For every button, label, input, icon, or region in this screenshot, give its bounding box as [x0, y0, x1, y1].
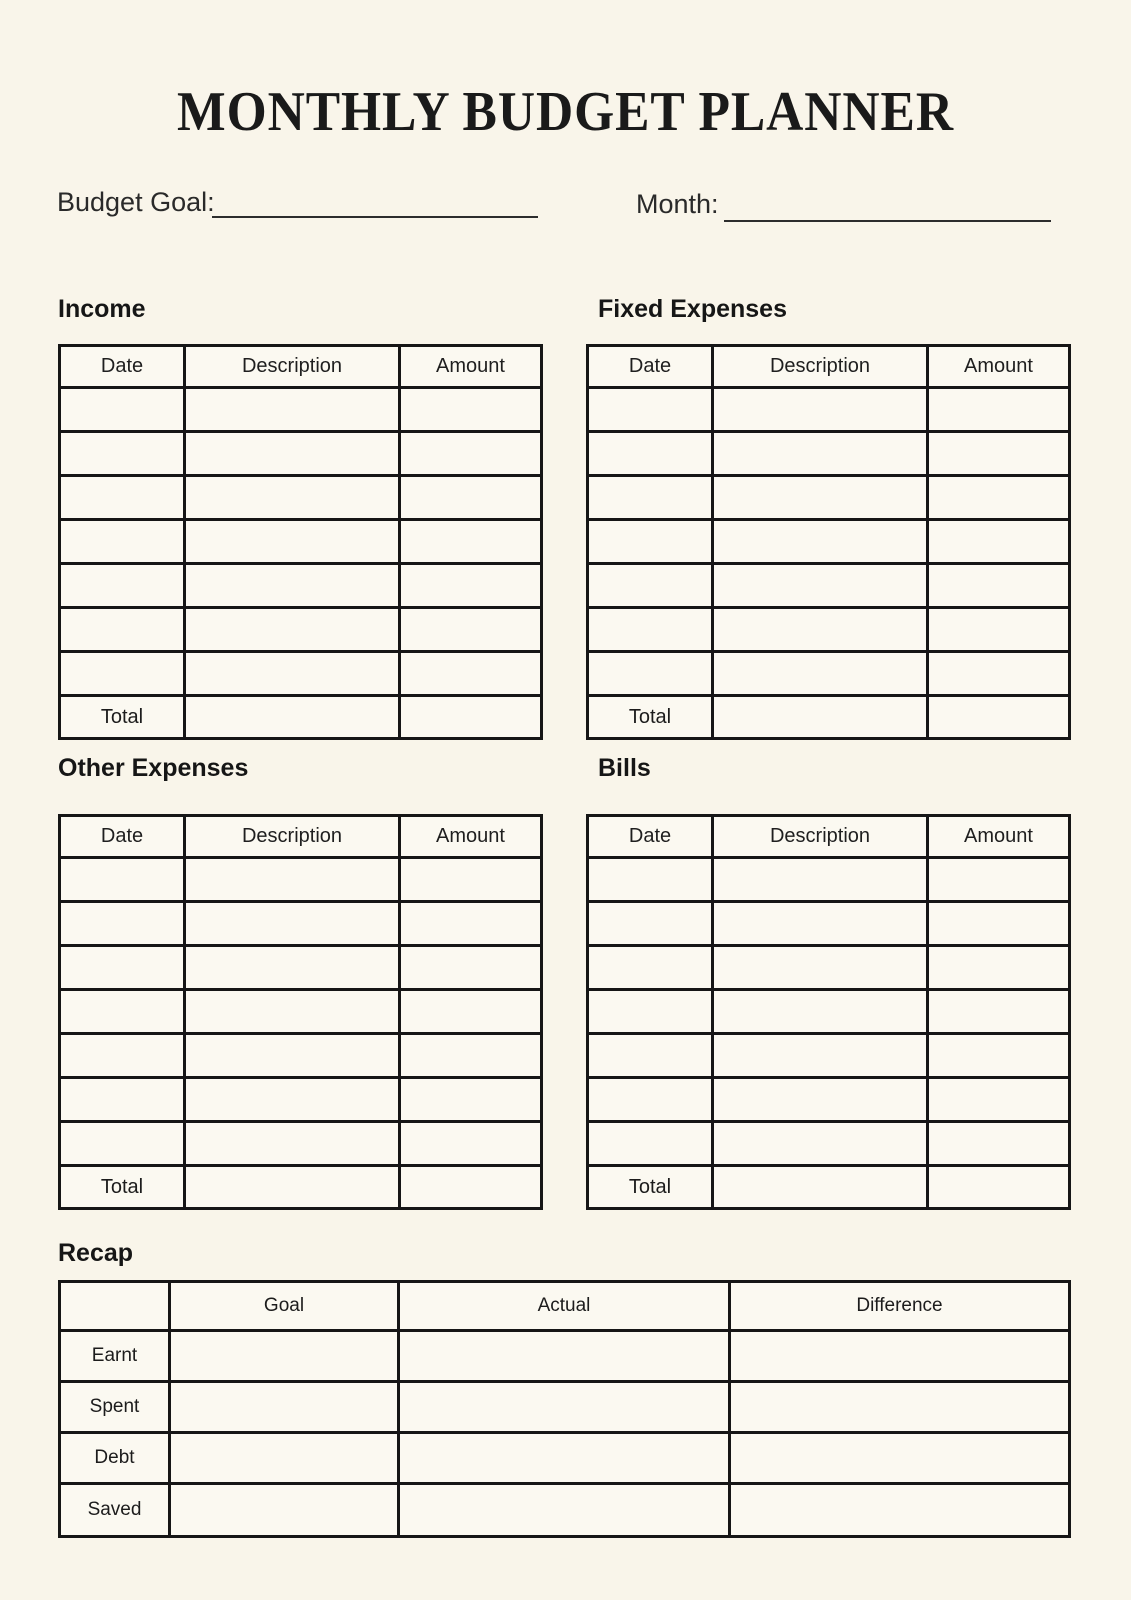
- total-description-cell[interactable]: [714, 697, 929, 737]
- column-header-description: Description: [186, 347, 401, 389]
- recap-goal-cell[interactable]: [171, 1332, 400, 1383]
- total-label: Total: [589, 697, 714, 737]
- entry-cell[interactable]: [714, 653, 929, 697]
- recap-row-label: Earnt: [61, 1332, 171, 1383]
- entry-cell[interactable]: [929, 389, 1068, 433]
- entry-cell[interactable]: [186, 477, 401, 521]
- recap-difference-cell[interactable]: [731, 1332, 1068, 1383]
- recap-goal-cell[interactable]: [171, 1383, 400, 1434]
- entry-cell[interactable]: [589, 1123, 714, 1167]
- total-amount-cell[interactable]: [929, 697, 1068, 737]
- entry-cell[interactable]: [929, 991, 1068, 1035]
- entry-cell[interactable]: [929, 521, 1068, 565]
- budget-goal-label: Budget Goal:: [57, 187, 215, 217]
- entry-cell[interactable]: [61, 1079, 186, 1123]
- column-header-description: Description: [714, 347, 929, 389]
- recap-difference-cell[interactable]: [731, 1434, 1068, 1485]
- entry-cell[interactable]: [186, 565, 401, 609]
- entry-cell[interactable]: [589, 389, 714, 433]
- recap-goal-cell[interactable]: [171, 1485, 400, 1535]
- column-header-description: Description: [714, 817, 929, 859]
- total-label: Total: [61, 1167, 186, 1207]
- entry-cell[interactable]: [401, 565, 540, 609]
- entry-cell[interactable]: [401, 947, 540, 991]
- column-header-amount: Amount: [401, 817, 540, 859]
- entry-cell[interactable]: [61, 609, 186, 653]
- entry-cell[interactable]: [929, 477, 1068, 521]
- entry-cell[interactable]: [401, 389, 540, 433]
- entry-cell[interactable]: [61, 991, 186, 1035]
- column-header-date: Date: [589, 817, 714, 859]
- total-label: Total: [589, 1167, 714, 1207]
- entry-cell[interactable]: [589, 433, 714, 477]
- entry-cell[interactable]: [714, 433, 929, 477]
- recap-column-header-goal: Goal: [171, 1283, 400, 1332]
- budget-goal-field[interactable]: [212, 186, 538, 218]
- section-title-fixed-expenses: Fixed Expenses: [598, 295, 787, 323]
- entry-cell[interactable]: [714, 521, 929, 565]
- total-amount-cell[interactable]: [929, 1167, 1068, 1207]
- entry-cell[interactable]: [929, 1123, 1068, 1167]
- entry-cell[interactable]: [929, 859, 1068, 903]
- entry-cell[interactable]: [589, 903, 714, 947]
- month-label: Month:: [636, 189, 719, 219]
- entry-cell[interactable]: [589, 991, 714, 1035]
- entry-cell[interactable]: [929, 433, 1068, 477]
- entry-cell[interactable]: [401, 477, 540, 521]
- section-title-income: Income: [58, 295, 146, 323]
- column-header-amount: Amount: [929, 817, 1068, 859]
- entry-cell[interactable]: [589, 1035, 714, 1079]
- entry-cell[interactable]: [401, 1123, 540, 1167]
- total-label: Total: [61, 697, 186, 737]
- entry-cell[interactable]: [589, 653, 714, 697]
- entry-cell[interactable]: [929, 1035, 1068, 1079]
- column-header-description: Description: [186, 817, 401, 859]
- entry-cell[interactable]: [61, 1123, 186, 1167]
- entry-cell[interactable]: [61, 477, 186, 521]
- page-title: MONTHLY BUDGET PLANNER: [177, 81, 954, 143]
- recap-corner-cell: [61, 1283, 171, 1332]
- entry-cell[interactable]: [589, 947, 714, 991]
- entry-cell[interactable]: [929, 903, 1068, 947]
- entry-cell[interactable]: [61, 859, 186, 903]
- entry-cell[interactable]: [186, 1123, 401, 1167]
- other-expenses-table: [58, 814, 543, 1210]
- column-header-amount: Amount: [929, 347, 1068, 389]
- entry-cell[interactable]: [401, 991, 540, 1035]
- entry-cell[interactable]: [401, 609, 540, 653]
- entry-cell[interactable]: [61, 947, 186, 991]
- entry-cell[interactable]: [401, 903, 540, 947]
- entry-cell[interactable]: [589, 565, 714, 609]
- recap-column-header-actual: Actual: [400, 1283, 731, 1332]
- recap-table: [58, 1280, 1071, 1538]
- entry-cell[interactable]: [929, 653, 1068, 697]
- entry-cell[interactable]: [186, 991, 401, 1035]
- entry-cell[interactable]: [714, 1123, 929, 1167]
- entry-cell[interactable]: [186, 389, 401, 433]
- recap-row-label: Debt: [61, 1434, 171, 1485]
- entry-cell[interactable]: [929, 565, 1068, 609]
- entry-cell[interactable]: [186, 521, 401, 565]
- entry-cell[interactable]: [714, 565, 929, 609]
- total-description-cell[interactable]: [186, 697, 401, 737]
- entry-cell[interactable]: [929, 1079, 1068, 1123]
- entry-cell[interactable]: [589, 477, 714, 521]
- entry-cell[interactable]: [186, 1079, 401, 1123]
- entry-cell[interactable]: [401, 433, 540, 477]
- entry-cell[interactable]: [186, 1035, 401, 1079]
- entry-cell[interactable]: [186, 653, 401, 697]
- entry-cell[interactable]: [714, 947, 929, 991]
- section-title-recap: Recap: [58, 1239, 134, 1267]
- entry-cell[interactable]: [589, 859, 714, 903]
- entry-cell[interactable]: [61, 565, 186, 609]
- entry-cell[interactable]: [61, 389, 186, 433]
- column-header-date: Date: [589, 347, 714, 389]
- entry-cell[interactable]: [401, 521, 540, 565]
- entry-cell[interactable]: [61, 653, 186, 697]
- entry-cell[interactable]: [186, 903, 401, 947]
- entry-cell[interactable]: [186, 433, 401, 477]
- recap-actual-cell[interactable]: [400, 1434, 731, 1485]
- bills-table: [586, 814, 1071, 1210]
- fixed-expenses-table: [586, 344, 1071, 740]
- entry-cell[interactable]: [714, 389, 929, 433]
- entry-cell[interactable]: [714, 477, 929, 521]
- entry-cell[interactable]: [714, 1035, 929, 1079]
- recap-column-header-difference: Difference: [731, 1283, 1068, 1332]
- entry-cell[interactable]: [401, 859, 540, 903]
- entry-cell[interactable]: [714, 903, 929, 947]
- entry-cell[interactable]: [714, 991, 929, 1035]
- entry-cell[interactable]: [401, 653, 540, 697]
- column-header-date: Date: [61, 347, 186, 389]
- total-description-cell[interactable]: [186, 1167, 401, 1207]
- recap-actual-cell[interactable]: [400, 1332, 731, 1383]
- total-amount-cell[interactable]: [401, 1167, 540, 1207]
- entry-cell[interactable]: [929, 609, 1068, 653]
- entry-cell[interactable]: [714, 609, 929, 653]
- entry-cell[interactable]: [929, 947, 1068, 991]
- entry-cell[interactable]: [401, 1035, 540, 1079]
- column-header-amount: Amount: [401, 347, 540, 389]
- recap-goal-cell[interactable]: [171, 1434, 400, 1485]
- entry-cell[interactable]: [61, 903, 186, 947]
- entry-cell[interactable]: [186, 947, 401, 991]
- recap-difference-cell[interactable]: [731, 1383, 1068, 1434]
- month-field[interactable]: [724, 190, 1051, 222]
- entry-cell[interactable]: [589, 521, 714, 565]
- recap-actual-cell[interactable]: [400, 1485, 731, 1535]
- recap-difference-cell[interactable]: [731, 1485, 1068, 1535]
- recap-row-label: Saved: [61, 1485, 171, 1535]
- entry-cell[interactable]: [714, 1079, 929, 1123]
- entry-cell[interactable]: [714, 859, 929, 903]
- entry-cell[interactable]: [401, 1079, 540, 1123]
- total-description-cell[interactable]: [714, 1167, 929, 1207]
- entry-cell[interactable]: [61, 1035, 186, 1079]
- recap-actual-cell[interactable]: [400, 1383, 731, 1434]
- column-header-date: Date: [61, 817, 186, 859]
- section-title-bills: Bills: [598, 754, 651, 782]
- income-table: [58, 344, 543, 740]
- total-amount-cell[interactable]: [401, 697, 540, 737]
- entry-cell[interactable]: [589, 1079, 714, 1123]
- entry-cell[interactable]: [186, 859, 401, 903]
- recap-row-label: Spent: [61, 1383, 171, 1434]
- entry-cell[interactable]: [61, 433, 186, 477]
- entry-cell[interactable]: [589, 609, 714, 653]
- section-title-other-expenses: Other Expenses: [58, 754, 249, 782]
- entry-cell[interactable]: [61, 521, 186, 565]
- entry-cell[interactable]: [186, 609, 401, 653]
